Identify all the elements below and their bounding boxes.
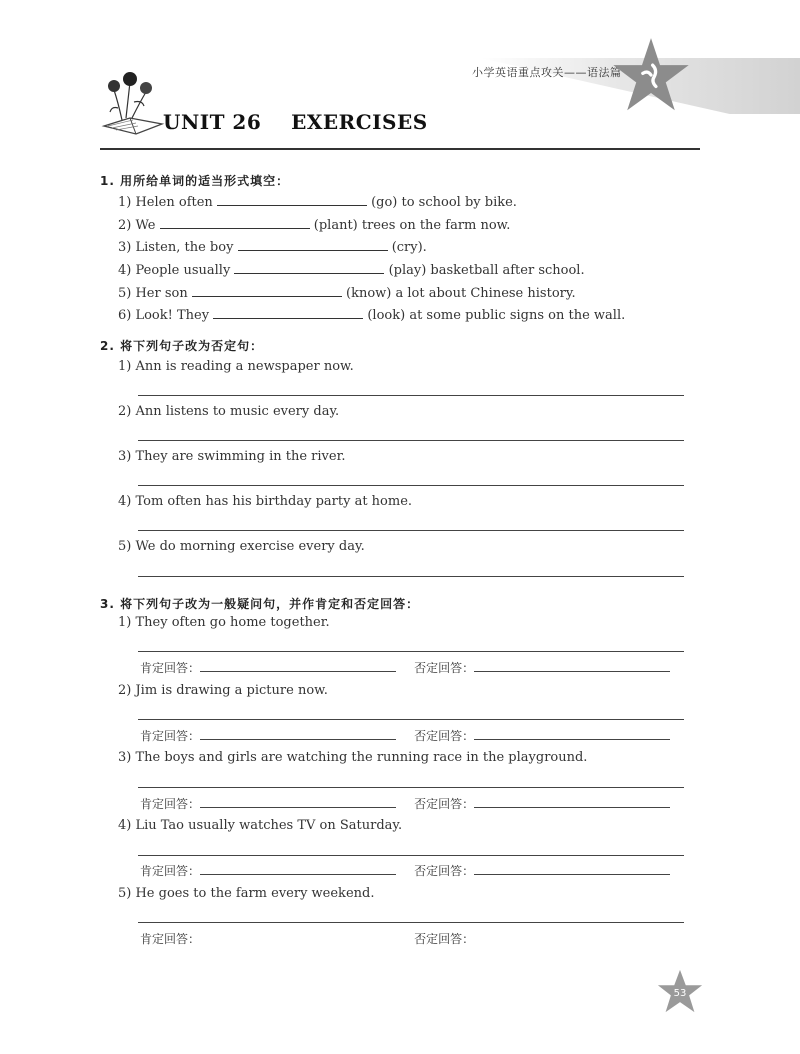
section2-heading: 2. 将下列句子改为否定句： [100, 339, 264, 353]
fill-blank-6[interactable] [213, 306, 363, 319]
section3-heading: 3. 将下列句子改为一般疑问句，并作肯定和否定回答： [100, 597, 420, 611]
title-divider [100, 148, 700, 150]
fill-item-6-hint: (look) at some public signs on the wall. [367, 308, 626, 323]
answer-line[interactable] [138, 787, 684, 788]
question-item-4: 4) Liu Tao usually watches TV on Saturday. [118, 818, 403, 833]
page-number: 53 [673, 988, 687, 999]
fill-item-5-text: 5) Her son [118, 286, 188, 301]
fill-item-6 [118, 306, 625, 323]
fill-blank-3[interactable] [238, 238, 388, 251]
affirmative-label: 肯定回答： [140, 864, 201, 878]
question-item-2: 2) Jim is drawing a picture now. [118, 683, 328, 698]
fill-item-2-text: 2) We [118, 218, 156, 233]
affirmative-blank[interactable] [200, 659, 396, 672]
answer-line[interactable] [138, 719, 684, 720]
negative-item-1: 1) Ann is reading a newspaper now. [118, 359, 354, 374]
fill-item-2-hint: (plant) trees on the farm now. [313, 218, 511, 233]
affirmative-label: 肯定回答： [140, 661, 201, 675]
reply-row-4 [140, 862, 670, 879]
affirmative-label: 肯定回答： [140, 797, 201, 811]
negative-label: 否定回答： [414, 864, 475, 878]
fill-blank-2[interactable] [160, 216, 310, 229]
fill-item-5 [118, 284, 576, 301]
series-title: 小学英语重点攻关——语法篇 [472, 66, 622, 79]
negative-blank[interactable] [474, 795, 670, 808]
reply-row-5 [140, 930, 474, 947]
answer-line[interactable] [138, 530, 684, 531]
fill-item-2 [118, 216, 510, 233]
affirmative-label: 肯定回答： [140, 932, 201, 946]
fill-item-4-hint: (play) basketball after school. [388, 263, 585, 278]
negative-label: 否定回答： [414, 932, 475, 946]
negative-label: 否定回答： [414, 661, 475, 675]
negative-label: 否定回答： [414, 797, 475, 811]
answer-line[interactable] [138, 485, 684, 486]
reply-row-1 [140, 659, 670, 676]
question-item-5: 5) He goes to the farm every weekend. [118, 886, 375, 901]
question-item-3: 3) The boys and girls are watching the running race in the playground. [118, 750, 588, 765]
fill-item-1-text: 1) Helen often [118, 195, 213, 210]
fill-blank-4[interactable] [234, 261, 384, 274]
negative-blank[interactable] [474, 727, 670, 740]
fill-item-6-text: 6) Look! They [118, 308, 210, 323]
book-flower-icon [100, 68, 166, 138]
negative-blank[interactable] [474, 862, 670, 875]
question-item-1: 1) They often go home together. [118, 615, 330, 630]
negative-blank[interactable] [474, 659, 670, 672]
answer-line[interactable] [138, 440, 684, 441]
fill-blank-5[interactable] [192, 284, 342, 297]
reply-row-2 [140, 727, 670, 744]
fill-item-3 [118, 238, 427, 255]
answer-line[interactable] [138, 395, 684, 396]
negative-label: 否定回答： [414, 729, 475, 743]
affirmative-label: 肯定回答： [140, 729, 201, 743]
negative-item-2: 2) Ann listens to music every day. [118, 404, 340, 419]
fill-item-3-hint: (cry). [391, 240, 427, 255]
section1-heading: 1. 用所给单词的适当形式填空： [100, 174, 290, 188]
star-icon [610, 34, 692, 116]
fill-item-1 [118, 193, 517, 210]
affirmative-blank[interactable] [200, 862, 396, 875]
fill-item-3-text: 3) Listen, the boy [118, 240, 234, 255]
reply-row-3 [140, 795, 670, 812]
answer-line[interactable] [138, 651, 684, 652]
fill-item-5-hint: (know) a lot about Chinese history. [346, 286, 576, 301]
negative-item-3: 3) They are swimming in the river. [118, 449, 346, 464]
affirmative-blank[interactable] [200, 727, 396, 740]
fill-item-4 [118, 261, 585, 278]
answer-line[interactable] [138, 576, 684, 577]
answer-line[interactable] [138, 855, 684, 856]
page-title: UNIT 26 EXERCISES [163, 110, 428, 134]
affirmative-blank[interactable] [200, 795, 396, 808]
answer-line[interactable] [138, 922, 684, 923]
fill-item-4-text: 4) People usually [118, 263, 231, 278]
negative-item-5: 5) We do morning exercise every day. [118, 539, 365, 554]
fill-blank-1[interactable] [217, 193, 367, 206]
fill-item-1-hint: (go) to school by bike. [371, 195, 517, 210]
negative-item-4: 4) Tom often has his birthday party at home. [118, 494, 413, 509]
